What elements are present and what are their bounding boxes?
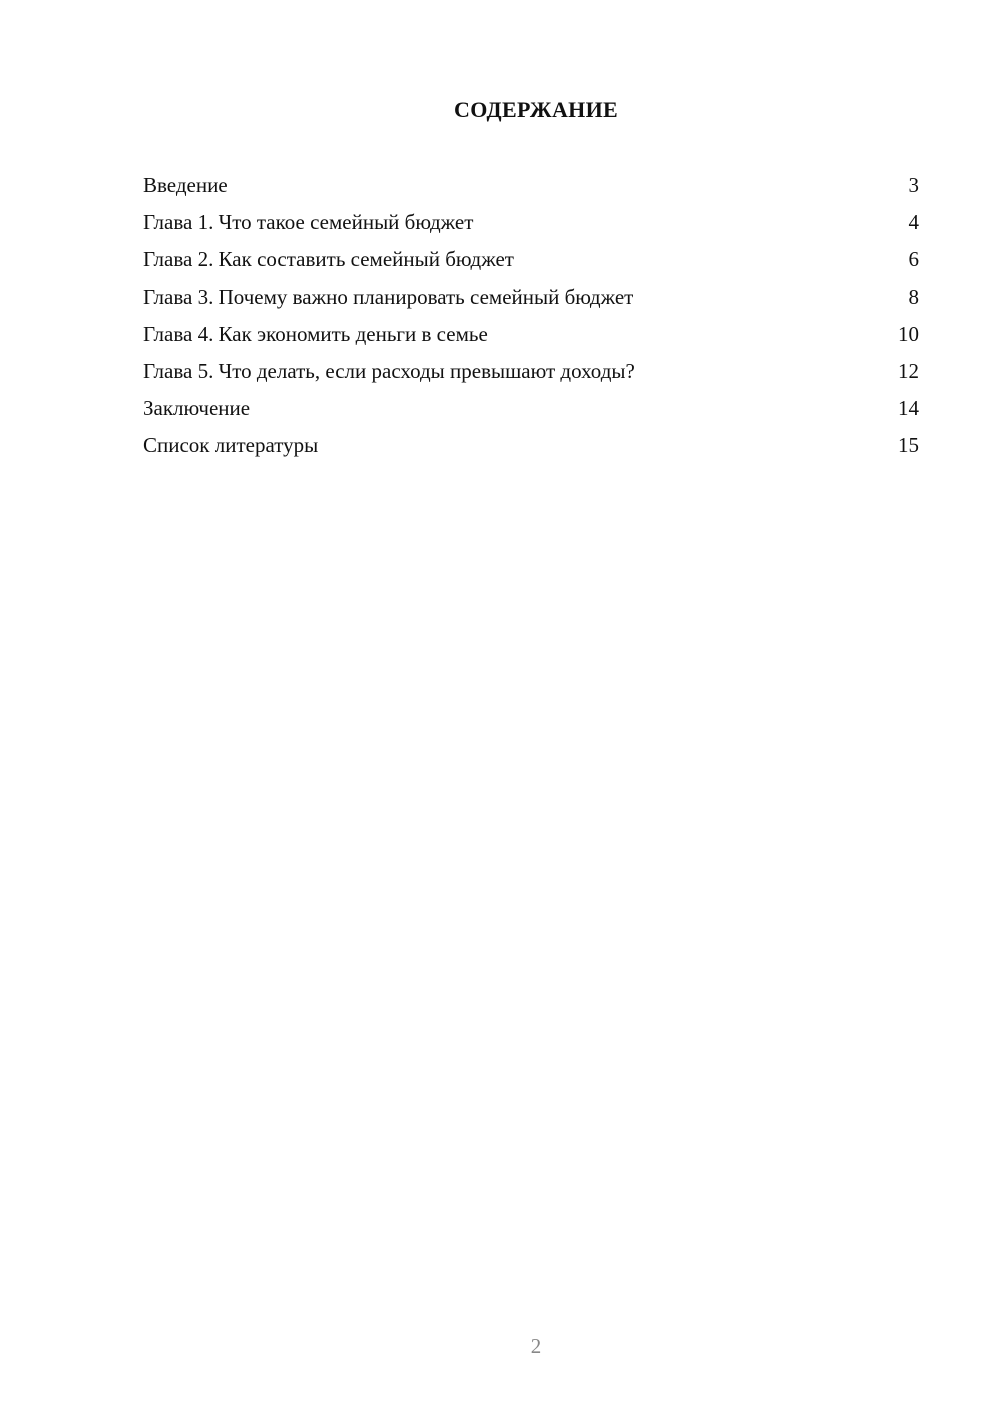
toc-item-chapter-3 [143, 283, 919, 320]
toc-item-page: 10 [898, 321, 919, 346]
toc-item-label: Введение [143, 173, 228, 197]
toc-item-conclusion [143, 394, 919, 431]
toc-item-label: Заключение [143, 396, 251, 421]
toc-item-chapter-2 [143, 245, 919, 282]
table-of-contents [143, 171, 919, 469]
toc-item-label: Глава 5. Что делать, если расходы превышают доходы? [143, 358, 635, 383]
toc-item-page: 15 [898, 433, 919, 458]
toc-item-label: Список литературы [143, 433, 319, 458]
toc-item-page: 12 [898, 358, 919, 383]
toc-item-introduction [143, 171, 919, 208]
page-title: СОДЕРЖАНИЕ [454, 97, 618, 122]
toc-item-chapter-5 [143, 357, 919, 394]
toc-item-label: Глава 1. Что такое семейный бюджет [143, 210, 474, 235]
page-number: 2 [530, 1334, 542, 1358]
toc-item-page: 8 [908, 284, 919, 309]
toc-item-references [143, 431, 919, 468]
toc-item-label: Глава 3. Почему важно планировать семейный бюджет [143, 284, 634, 309]
toc-item-chapter-1 [143, 208, 919, 245]
toc-item-label: Глава 4. Как экономить деньги в семье [143, 321, 488, 346]
toc-item-chapter-4 [143, 320, 919, 357]
toc-item-page: 3 [908, 173, 919, 197]
toc-item-page: 6 [908, 247, 919, 272]
toc-item-label: Глава 2. Как составить семейный бюджет [143, 247, 514, 272]
toc-item-page: 14 [898, 396, 919, 421]
toc-item-page: 4 [908, 210, 919, 235]
